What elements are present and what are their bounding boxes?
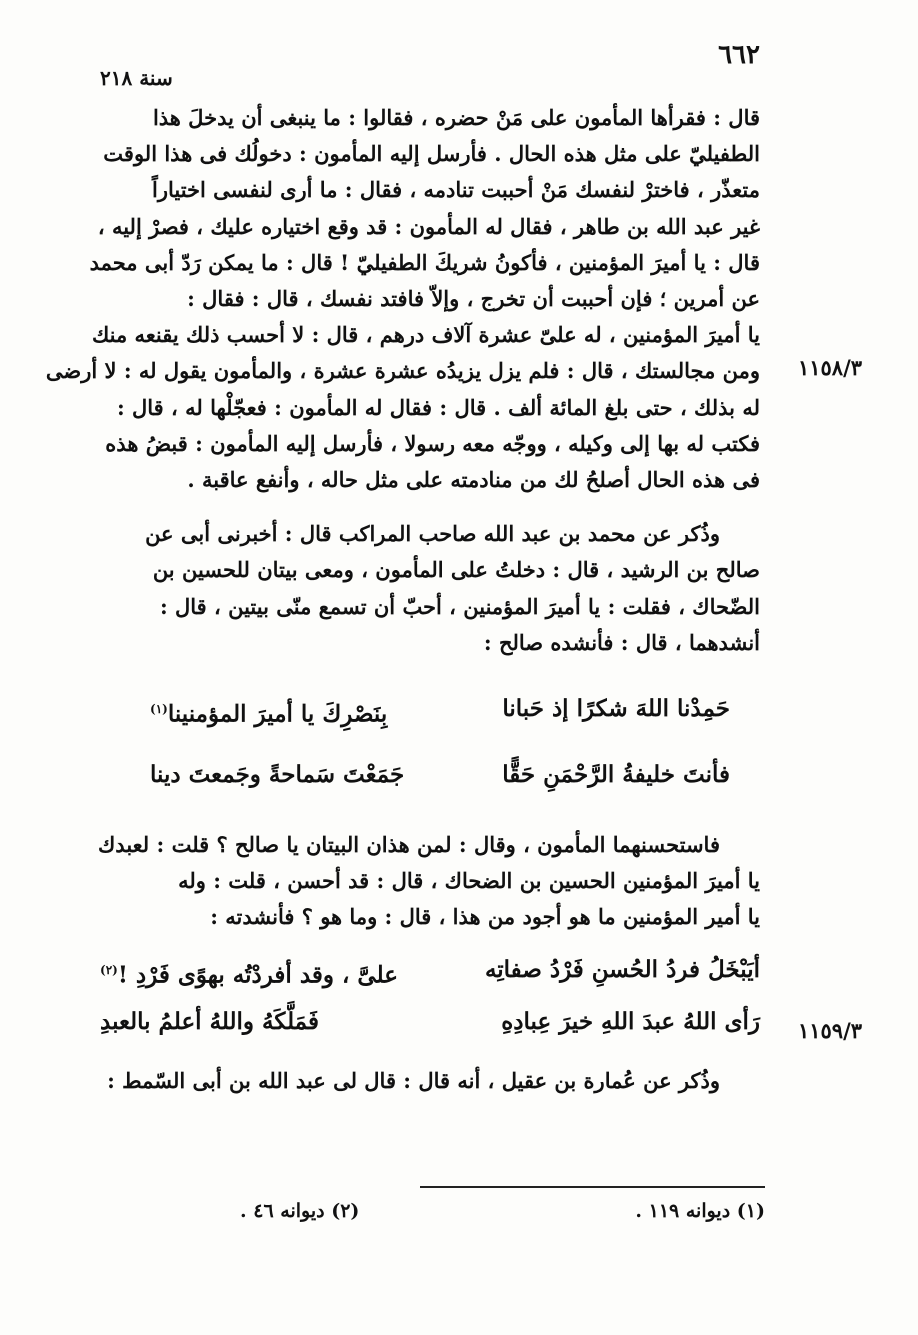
text-line: الطفيليّ على مثل هذه الحال . فأرسل إليه المأمون : دخولُك فى هذا الوقت xyxy=(103,141,760,167)
verse-second-hemistich: بِنَصْرِكَ يا أميرَ المؤمنينا$^{(١)}$ xyxy=(150,700,388,728)
text-line: وذُكر عن عُمارة بن عقيل ، أنه قال : قال لى عبد الله بن أبى السّمط : xyxy=(107,1067,720,1093)
footnote: (١) ديوانه ١١٩ . xyxy=(635,1200,765,1222)
verse-second-hemistich: فَمَلَّكَهُ واللهُ أعلمُ بالعبدِ xyxy=(100,1007,319,1035)
text-line: غير عبد الله بن طاهر ، فقال له المأمون : قد وقع اختياره عليك ، فصرْ إليه ، xyxy=(97,213,760,239)
verse-second-hemistich: جَمَعْتَ سَماحةً وجَمعتَ دينا xyxy=(150,760,405,788)
verse-first-hemistich: فأنتَ خليفةُ الرَّحْمَنِ حَقًّا xyxy=(502,760,730,788)
text-line: فكتب له بها إلى وكيله ، ووجّه معه رسولا ، فأرسل إليه المأمون : قبضُ هذه xyxy=(105,430,760,456)
poem-verse xyxy=(150,679,730,745)
text-line: يا أميرَ المؤمنين ، له علىّ عشرة آلاف درهم ، قال : لا أحسب ذلك يقنعه منك xyxy=(91,322,760,348)
verse-first-hemistich: أيَبْخَلُ فردُ الحُسنِ فَرْدُ صفاتِه xyxy=(484,956,760,984)
text-line: له بذلك ، حتى بلغ المائة ألف . قال : فقال له المأمون : فعجّلْها له ، قال : xyxy=(116,394,760,420)
text-line: متعذّر ، فاخترْ لنفسك مَنْ أحببت تنادمه ، فقال : ما أرى لنفسى اختياراً xyxy=(152,177,760,203)
paragraph xyxy=(100,827,760,936)
verse-second-hemistich: علىَّ ، وقد أفردْتُه بهوًى فَرْدِ !$^{(٢)}$ xyxy=(100,961,398,989)
text-line: وذُكر عن محمد بن عبد الله صاحب المراكب قال : أخبرنى أبى عن xyxy=(145,521,720,547)
text-line: يا أمير المؤمنين ما هو أجود من هذا ، قال : وما هو ؟ فأنشدته : xyxy=(210,904,760,930)
page-number: ٦٦٢ xyxy=(718,40,760,70)
running-year-label: سنة ٢١٨ xyxy=(100,66,173,90)
main-text xyxy=(45,100,760,1099)
footnotes xyxy=(240,1200,765,1222)
footnote-marker: (٢) xyxy=(100,963,118,978)
margin-reference-number: ١١٥٩/٣ xyxy=(797,1018,863,1043)
paragraph xyxy=(100,516,760,661)
verse-first-hemistich: رَأى اللهُ عبدَ اللهِ خيرَ عِبادِهِ xyxy=(501,1007,760,1035)
text-line: عن أمرين ؛ فإن أحببت أن تخرج ، وإلاّ فافتد نفسك ، قال : فقال : xyxy=(187,286,760,312)
text-line: قال : يا أميرَ المؤمنين ، فأكونُ شريكَ الطفيليّ ! قال : ما يمكن رَدّ أبى محمد xyxy=(89,249,760,275)
text-line: يا أميرَ المؤمنين الحسين بن الضحاك ، قال : قد أحسن ، قلت : وله xyxy=(178,867,760,893)
footnote: (٢) ديوانه ٤٦ . xyxy=(240,1200,360,1222)
poem-verse xyxy=(100,999,760,1045)
text-line: صالح بن الرشيد ، قال : دخلتُ على المأمون ، ومعى بيتان للحسين بن xyxy=(152,557,760,583)
margin-reference-number: ١١٥٨/٣ xyxy=(797,355,863,380)
text-line: أنشدهما ، قال : فأنشده صالح : xyxy=(483,629,760,655)
footnote-rule xyxy=(420,1186,765,1188)
text-line: الضّحاك ، فقلت : يا أميرَ المؤمنين ، أحبّ أن تسمع منّى بيتين ، قال : xyxy=(159,593,760,619)
verse-first-hemistich: حَمِدْنا اللهَ شكرًا إذ حَبانا xyxy=(502,695,730,723)
text-line: فى هذه الحال أصلحُ لك من منادمته على مثل حاله ، وأنفع عاقبة . xyxy=(187,467,760,493)
poem-verse xyxy=(100,947,760,999)
page-header xyxy=(100,40,760,96)
text-line: فاستحسنهما المأمون ، وقال : لمن هذان البيتان يا صالح ؟ قلت : لعبدك xyxy=(98,831,720,857)
footnote-marker: (١) xyxy=(150,702,168,717)
text-line: قال : فقرأها المأمون على مَنْ حضره ، فقالوا : ما ينبغى أن يدخلَ هذا xyxy=(152,105,760,130)
paragraph xyxy=(45,100,760,498)
text-line: ومن مجالستك ، قال : فلم يزل يزيدُه عشرة عشرة ، والمأمون يقول له : لا أرضى xyxy=(45,358,760,384)
poem-verse xyxy=(150,745,730,805)
paragraph xyxy=(100,1063,760,1099)
